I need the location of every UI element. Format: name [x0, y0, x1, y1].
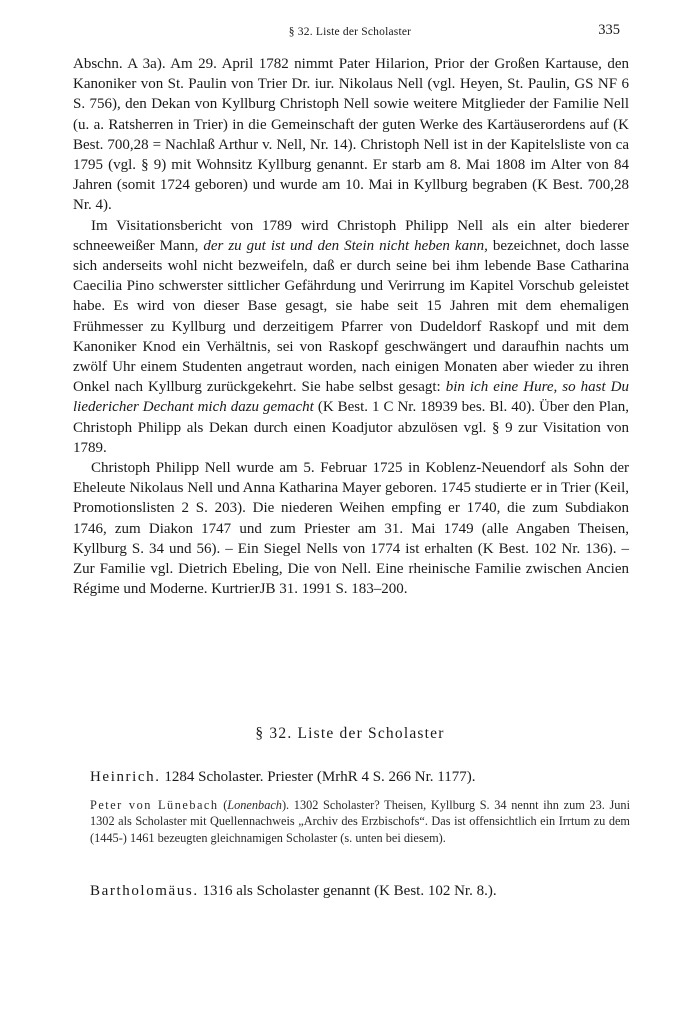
- paragraph-2-part-a: Im Visitationsbericht von 1789 wird Christoph Philipp Nell als ein alter biederer schneeweißer Mann,: [73, 217, 629, 254]
- entry-paren: (: [218, 798, 228, 812]
- entry-name: Bartholomäus.: [90, 883, 199, 899]
- running-header-title: § 32. Liste der Scholaster: [288, 26, 412, 38]
- list-entry-peter-note: [90, 797, 630, 846]
- quote-base: bin ich eine Hure, so hast Du liedericher Dechant mich dazu gemacht: [73, 379, 629, 416]
- quote-visitation: der zu gut ist und den Stein nicht heben kann,: [203, 237, 488, 254]
- paragraph-2: [73, 216, 629, 458]
- entry-text: 1316 als Scholaster genannt (K Best. 102 Nr. 8.).: [198, 883, 497, 899]
- list-entry-bartholomaeus: [90, 881, 630, 901]
- entry-name: Heinrich.: [90, 769, 161, 785]
- paragraph-2-part-c: (K Best. 1 C Nr. 18939 bes. Bl. 40). Über den Plan, Christoph Philipp als Dekan durch einen Koadjutor abzulösen vgl. § 9 zur Visitation von 1789.: [73, 399, 630, 456]
- paragraph-3: Christoph Philipp Nell wurde am 5. Februar 1725 in Koblenz-Neuendorf als Sohn der Eheleute Nikolaus Nell und Anna Katharina Mayer geboren. 1745 studierte er in Trier (Keil, Promotionslisten 2 S. 203). Die niederen Weihen empfing er 1740, die zum Subdiakon 1746, zum Diakon 1747 und zum Priester am 31. Mai 1749 (alle Angaben Theisen, Kyllburg S. 34 und 56). – Ein Siegel Nells von 1774 ist erhalten (K Best. 102 Nr. 136). – Zur Familie vgl. Dietrich Ebeling, Die von Nell. Eine rheinische Familie zwischen Ancien Régime und Moderne. KurtrierJB 31. 1991 S. 183–200.: [73, 460, 629, 598]
- entry-name: Peter von Lünebach: [90, 798, 219, 812]
- list-entry-heinrich: [90, 767, 630, 787]
- entry-alt-name: Lonenbach: [227, 798, 282, 812]
- entry-text: 1284 Scholaster. Priester (MrhR 4 S. 266 Nr. 1177).: [160, 769, 476, 785]
- section-heading: § 32. Liste der Scholaster: [255, 725, 445, 742]
- paragraph-2-part-b: bezeichnet, doch lasse sich anderseits wohl nicht bezweifeln, daß er durch seine bei ihm lebende Base Catharina Caecilia Pino schwerster sittlicher Gefährdung und Verirrung im Kapitel Vorschub geleistet habe. Es wird von dieser Base gesagt, sie habe seit 15 Jahren mit dem ehemaligen Frühmesser zu Kyllburg und derzeitigem Pfarrer von Dudeldorf Raskopf und mit dem Kanoniker Knod ein Verhältnis, sei von Raskopf geschwängert und daraufhin nachts um zwölf Uhr einem Studenten angetraut worden, nach einigen Monaten aber wieder zu ihren Onkel nach Kyllburg zurückgekehrt. Sie habe selbst gesagt:: [73, 237, 629, 396]
- entry-text: ). 1302 Scholaster? Theisen, Kyllburg S. 34 nennt ihn zum 23. Juni 1302 als Scholaster mit Quellennachweis „Archiv des Erzbischofs“. Das ist offensichtlich ein Irrtum zu dem (1445-) 1461 bezeugten gleichnamigen Scholaster (s. unten bei diesem).: [90, 798, 630, 845]
- main-text: [73, 54, 629, 599]
- page-number: 335: [598, 22, 620, 38]
- paragraph-1: Abschn. A 3a). Am 29. April 1782 nimmt Pater Hilarion, Prior der Großen Kartause, den Kanoniker von St. Paulin von Trier Dr. iur. Nikolaus Nell (vgl. Heyen, St. Paulin, GS NF 6 S. 756), den Dekan von Kyllburg Christoph Nell sowie weitere Mitglieder der Familie Nell (u. a. Ratsherren in Trier) in die Gemeinschaft der guten Werke des Kartäuserordens auf (K Best. 700,28 = Nachlaß Arthur v. Nell, Nr. 14). Christoph Nell ist in der Kapitelsliste von ca 1795 (vgl. § 9) mit Wohnsitz Kyllburg genannt. Er starb am 8. Mai 1808 im Alter von 84 Jahren (somit 1724 geboren) und wurde am 10. Mai in Kyllburg begraben (K Best. 700,28 Nr. 4).: [73, 56, 629, 214]
